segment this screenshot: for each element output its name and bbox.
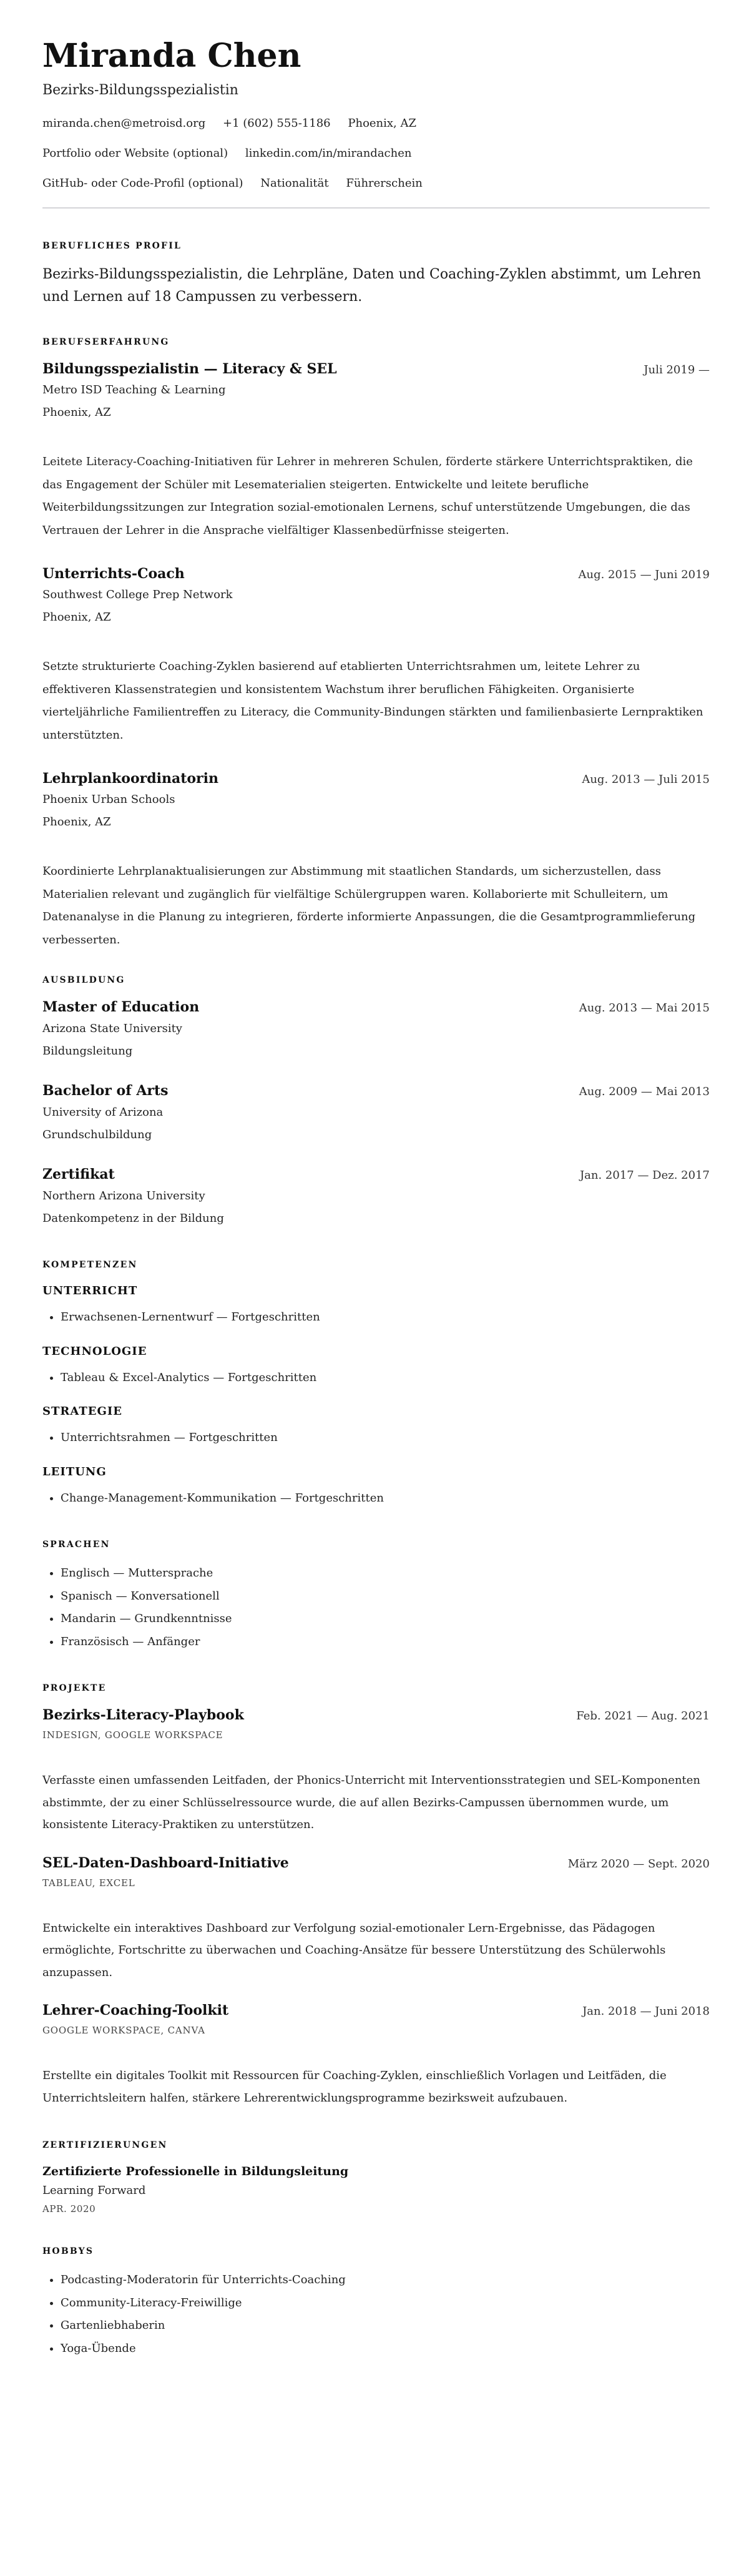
job-location: Phoenix, AZ	[42, 815, 111, 828]
contact-line	[42, 176, 710, 191]
section-heading: BERUFLICHES PROFIL	[42, 241, 182, 251]
certification-date: APR. 2020	[42, 2203, 96, 2215]
education-date: Aug. 2009 — Mai 2013	[579, 1085, 710, 1098]
education-item	[42, 1081, 710, 1146]
profile-text: Bezirks-Bildungsspezialistin, die Lehrpläne, Daten und Coaching-Zyklen abstimmt, um Lehren und Lernen auf 18 Campussen zu verbessern.	[42, 267, 702, 305]
education-section	[42, 974, 710, 1230]
education-date: Jan. 2017 — Dez. 2017	[579, 1169, 710, 1182]
project-tags: INDESIGN, GOOGLE WORKSPACE	[42, 1729, 223, 1741]
education-item	[42, 998, 710, 1063]
skill-category: LEITUNG	[42, 1465, 107, 1478]
github-link[interactable]: GitHub- oder Code-Profil (optional)	[42, 177, 243, 190]
hobby-item: • Gartenliebhaberin	[61, 2314, 710, 2338]
experience-item	[42, 360, 710, 542]
skill-category: TECHNOLOGIE	[42, 1344, 147, 1358]
language-item: • Englisch — Muttersprache	[61, 1562, 710, 1585]
school: University of Arizona	[42, 1106, 164, 1119]
language-list	[42, 1562, 710, 1653]
project-date: Feb. 2021 — Aug. 2021	[576, 1709, 710, 1723]
section-heading: PROJEKTE	[42, 1683, 107, 1693]
section-heading: KOMPETENZEN	[42, 1260, 138, 1270]
language-item: • Spanisch — Konversationell	[61, 1585, 710, 1608]
job-date: Juli 2019 —	[644, 363, 710, 376]
profile-section	[42, 240, 710, 308]
language-item: • Französisch — Anfänger	[61, 1631, 710, 1654]
degree: Master of Education	[42, 999, 200, 1015]
certification-issuer: Learning Forward	[42, 2184, 146, 2197]
project-date: März 2020 — Sept. 2020	[567, 1857, 710, 1871]
job-location: Phoenix, AZ	[42, 406, 111, 419]
phone: +1 (602) 555-1186	[222, 117, 331, 130]
certifications-section	[42, 2139, 710, 2216]
hobbies-section	[42, 2245, 710, 2360]
job-title: Lehrplankoordinatorin	[42, 770, 218, 787]
skill-category: UNTERRICHT	[42, 1284, 138, 1297]
job-date: Aug. 2015 — Juni 2019	[578, 568, 710, 581]
project-tags: GOOGLE WORKSPACE, CANVA	[42, 2025, 205, 2036]
skill-category: STRATEGIE	[42, 1405, 122, 1418]
contact-line	[42, 116, 710, 131]
contact-line	[42, 146, 710, 161]
school: Northern Arizona University	[42, 1189, 205, 1202]
project-description: Erstellte ein digitales Toolkit mit Ressourcen für Coaching-Zyklen, einschließlich Vorlagen und Leitfäden, die Unterrichtsleitern halfen, stärkere Lehrerentwicklungsprogramme bezirksweit aufzubauen.	[42, 2069, 667, 2105]
company: Metro ISD Teaching & Learning	[42, 383, 226, 396]
header-divider	[42, 207, 710, 209]
portfolio-link[interactable]: Portfolio oder Website (optional)	[42, 147, 228, 160]
candidate-name: Miranda Chen	[42, 37, 301, 75]
field-of-study: Datenkompetenz in der Bildung	[42, 1212, 224, 1225]
skill-item: • Erwachsenen-Lernentwurf — Fortgeschritten	[61, 1306, 710, 1329]
project-description: Entwickelte ein interaktives Dashboard zur Verfolgung sozial-emotionaler Lern-Ergebnisse, das Pädagogen ermöglichte, Fortschritte zu überwachen und Coaching-Ansätze für bessere Unterstützung des Schülerwohls anzupassen.	[42, 1921, 666, 1979]
education-item	[42, 1165, 710, 1230]
project-item	[42, 2001, 710, 2109]
hobby-item: • Podcasting-Moderatorin für Unterrichts-Coaching	[61, 2269, 710, 2292]
school: Arizona State University	[42, 1022, 182, 1035]
company: Southwest College Prep Network	[42, 588, 233, 601]
job-description: Setzte strukturierte Coaching-Zyklen basierend auf etablierten Unterrichtsrahmen um, leitete Lehrer zu effektiveren Klassenstrategien und konsistentem Wachstum ihrer beruflichen Fähigkeiten. Organisierte vierteljährliche Familientreffen zu Literacy, die Community-Bindungen stärkten und familienbasierte Lernpraktiken unterstützten.	[42, 660, 703, 742]
project-tags: TABLEAU, EXCEL	[42, 1877, 135, 1889]
email-link[interactable]: miranda.chen@metroisd.org	[42, 117, 206, 130]
project-item	[42, 1706, 710, 1836]
section-heading: HOBBYS	[42, 2246, 94, 2256]
skill-list	[42, 1367, 710, 1390]
skill-item: • Unterrichtsrahmen — Fortgeschritten	[61, 1427, 710, 1450]
experience-item	[42, 769, 710, 951]
hobby-list	[42, 2269, 710, 2360]
candidate-title: Bezirks-Bildungsspezialistin	[42, 82, 238, 98]
skills-section	[42, 1259, 710, 1510]
project-date: Jan. 2018 — Juni 2018	[582, 2005, 710, 2018]
experience-item	[42, 564, 710, 747]
language-item: • Mandarin — Grundkenntnisse	[61, 1608, 710, 1631]
skill-item: • Change-Management-Kommunikation — Fortgeschritten	[61, 1487, 710, 1510]
section-heading: BERUFSERFAHRUNG	[42, 337, 170, 347]
degree: Zertifikat	[42, 1166, 115, 1182]
job-title: Bildungsspezialistin — Literacy & SEL	[42, 361, 337, 377]
project-item	[42, 1854, 710, 1984]
job-description: Leitete Literacy-Coaching-Initiativen für Lehrer in mehreren Schulen, förderte stärkere Unterrichtspraktiken, die das Engagement der Schüler mit Lesematerialien steigerten. Entwickelte und leitete berufliche Weiterbildungssitzungen zur Integration sozial-emotionalen Lernens, schuf unterstützende Umgebungen, die das Vertrauen der Lehrer in die Ansprache vielfältiger Klassenbedürfnisse steigerten.	[42, 455, 693, 537]
hobby-item: • Community-Literacy-Freiwillige	[61, 2292, 710, 2315]
drivers-license: Führerschein	[346, 177, 423, 190]
nationality: Nationalität	[260, 177, 329, 190]
skill-list	[42, 1306, 710, 1329]
education-date: Aug. 2013 — Mai 2015	[579, 1001, 710, 1015]
skill-item: • Tableau & Excel-Analytics — Fortgeschritten	[61, 1367, 710, 1390]
field-of-study: Grundschulbildung	[42, 1128, 152, 1141]
location: Phoenix, AZ	[348, 117, 417, 130]
skill-list	[42, 1487, 710, 1510]
projects-section	[42, 1682, 710, 2109]
hobby-item: • Yoga-Übende	[61, 2338, 710, 2361]
section-heading: SPRACHEN	[42, 1540, 110, 1550]
project-title: Lehrer-Coaching-Toolkit	[42, 2002, 229, 2018]
project-title: SEL-Daten-Dashboard-Initiative	[42, 1854, 289, 1871]
section-heading: AUSBILDUNG	[42, 975, 125, 985]
section-heading: ZERTIFIZIERUNGEN	[42, 2140, 168, 2150]
project-description: Verfasste einen umfassenden Leitfaden, der Phonics-Unterricht mit Interventionsstrategien und SEL-Komponenten abstimmte, der zu einer Schlüsselressource wurde, die auf allen Bezirks-Campussen übernommen wurde, um konsistente Literacy-Praktiken zu unterstützen.	[42, 1774, 701, 1831]
field-of-study: Bildungsleitung	[42, 1045, 133, 1058]
skill-list	[42, 1427, 710, 1450]
experience-section	[42, 336, 710, 951]
job-description: Koordinierte Lehrplanaktualisierungen zur Abstimmung mit staatlichen Standards, um sicherzustellen, dass Materialien relevant und zugänglich für vielfältige Schülergruppen waren. Kollaborierte mit Schulleitern, um Datenanalyse in die Planung zu integrieren, förderte informierte Anpassungen, die die Gesamtprogrammlieferung verbesserten.	[42, 865, 696, 946]
degree: Bachelor of Arts	[42, 1083, 169, 1099]
job-title: Unterrichts-Coach	[42, 566, 185, 582]
linkedin-link[interactable]: linkedin.com/in/mirandachen	[245, 147, 412, 160]
resume-header	[42, 36, 710, 191]
languages-section	[42, 1538, 710, 1653]
certification-title: Zertifizierte Professionelle in Bildungsleitung	[42, 2165, 349, 2178]
company: Phoenix Urban Schools	[42, 793, 175, 806]
job-location: Phoenix, AZ	[42, 611, 111, 624]
job-date: Aug. 2013 — Juli 2015	[582, 773, 710, 786]
project-title: Bezirks-Literacy-Playbook	[42, 1707, 244, 1723]
